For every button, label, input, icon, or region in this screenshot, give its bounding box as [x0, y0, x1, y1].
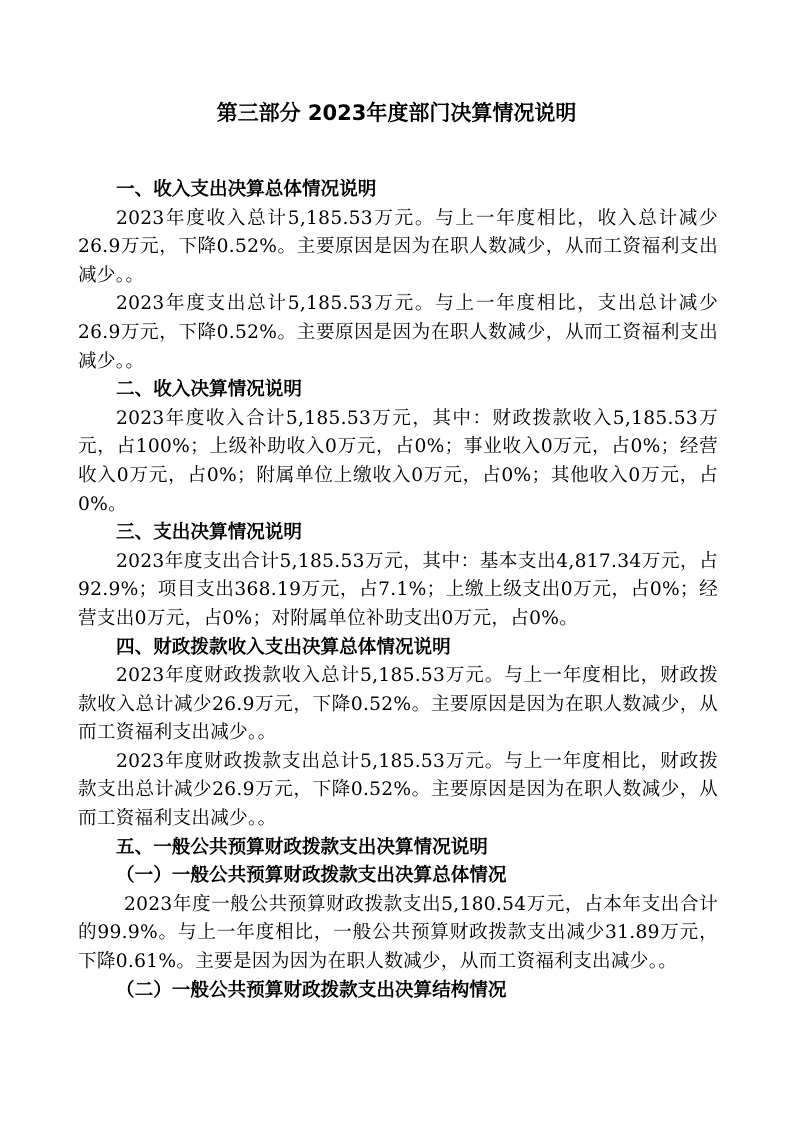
paragraph-fiscal-expense: 2023年度财政拨款支出总计5,185.53万元。与上一年度相比，财政拨款支出总计减少26.9万元，下降0.52%。主要原因是因为在职人数减少，从而工资福利支出减少。。 — [78, 750, 718, 830]
paragraph-general-budget-overview: 2023年度一般公共预算财政拨款支出5,180.54万元，占本年支出合计的99.9%。与上一年度相比，一般公共预算财政拨款支出减少31.89万元，下降0.61%。主要是因为因为在职人数减少，从而工资福利支出减少。。 — [78, 893, 718, 973]
paragraph-income-detail: 2023年度收入合计5,185.53万元，其中：财政拨款收入5,185.53万元，占100%；上级补助收入0万元，占0%；事业收入0万元，占0%；经营收入0万元，占0%；附属单位上缴收入0万元，占0%；其他收入0万元，占0%。 — [78, 407, 718, 515]
section-heading-income: 二、收入决算情况说明 — [116, 379, 302, 401]
paragraph-expense-total: 2023年度支出总计5,185.53万元。与上一年度相比，支出总计减少26.9万元，下降0.52%。主要原因是因为在职人数减少，从而工资福利支出减少。。 — [78, 293, 718, 372]
section-heading-expense: 三、支出决算情况说明 — [116, 522, 302, 544]
section-heading-income-expense-overview: 一、收入支出决算总体情况说明 — [116, 179, 377, 200]
subsection-heading-general-budget-structure: （二）一般公共预算财政拨款支出决算结构情况 — [116, 979, 507, 1001]
paragraph-income-total: 2023年度收入总计5,185.53万元。与上一年度相比，收入总计减少26.9万元，下降0.52%。主要原因是因为在职人数减少，从而工资福利支出减少。。 — [78, 207, 718, 286]
paragraph-fiscal-income: 2023年度财政拨款收入总计5,185.53万元。与上一年度相比，财政拨款收入总计减少26.9万元，下降0.52%。主要原因是因为在职人数减少，从而工资福利支出减少。。 — [78, 665, 718, 744]
document-body — [78, 176, 718, 1005]
paragraph-expense-detail: 2023年度支出合计5,185.53万元，其中：基本支出4,817.34万元，占92.9%；项目支出368.19万元，占7.1%；上缴上级支出0万元，占0%；经营支出0万元，占0%；对附属单位补助支出0万元，占0%。 — [78, 550, 718, 629]
subsection-heading-general-budget-overview: （一）一般公共预算财政拨款支出决算总体情况 — [116, 865, 507, 887]
section-heading-general-budget: 五、一般公共预算财政拨款支出决算情况说明 — [116, 836, 488, 858]
section-heading-fiscal-appropriation: 四、财政拨款收入支出决算总体情况说明 — [116, 636, 451, 658]
page-title: 第三部分 2023年度部门决算情况说明 — [216, 101, 577, 125]
